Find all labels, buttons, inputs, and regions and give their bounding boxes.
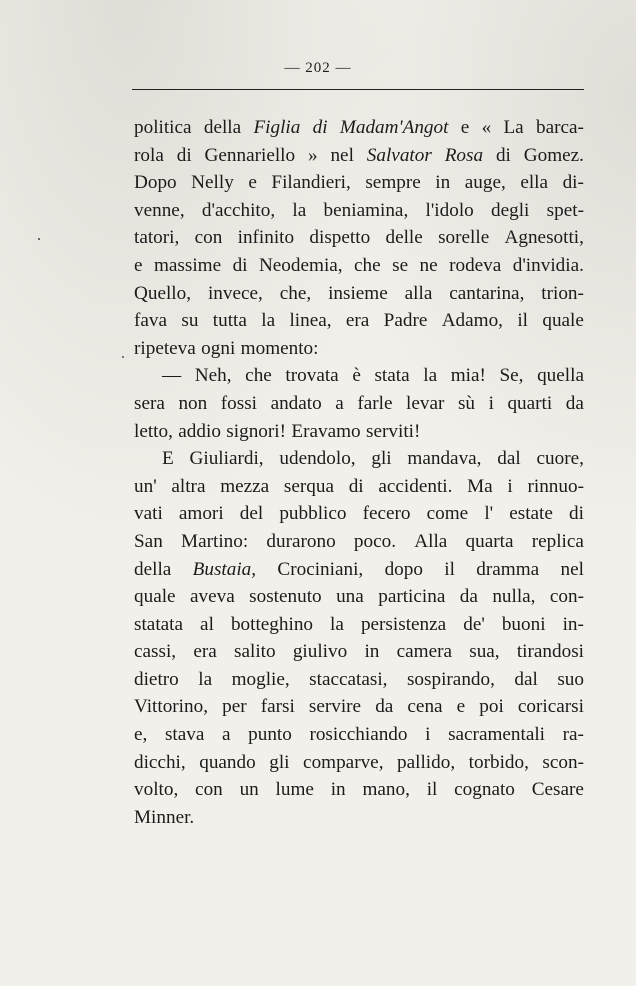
word: durarono xyxy=(266,530,336,552)
word: Rosa xyxy=(444,144,484,166)
word: a xyxy=(335,392,344,414)
word: « xyxy=(481,117,492,138)
word: e xyxy=(134,254,143,276)
text-line xyxy=(134,445,584,473)
text-line xyxy=(134,114,584,142)
word: sera xyxy=(134,392,165,414)
word: signori! xyxy=(226,420,286,442)
word: Gomez. xyxy=(523,144,584,166)
word: tirandosi xyxy=(516,641,584,663)
word: quando xyxy=(199,751,256,773)
word: Neh, xyxy=(194,365,232,387)
word: insieme xyxy=(328,282,388,304)
word: Alla xyxy=(414,530,448,552)
word: barca- xyxy=(536,117,584,138)
word: ogni xyxy=(201,337,236,359)
word: sempre xyxy=(365,172,421,194)
word: nulla, xyxy=(492,586,536,608)
word: che xyxy=(245,365,272,387)
word: era xyxy=(193,641,217,663)
word: pallido, xyxy=(397,751,456,773)
word: la xyxy=(198,668,213,690)
word: Salvator xyxy=(366,144,432,166)
word: poi xyxy=(479,696,504,718)
word: rola xyxy=(134,144,164,166)
text-line xyxy=(134,666,584,694)
text-line xyxy=(134,611,584,639)
word: ella xyxy=(520,172,549,194)
word: dispetto xyxy=(309,227,371,249)
word: statata xyxy=(134,613,184,635)
text-line xyxy=(134,335,584,363)
word: dietro xyxy=(134,668,179,690)
word: cena xyxy=(407,696,443,718)
word: cuore, xyxy=(536,448,584,470)
text-line xyxy=(134,390,584,418)
word: rosicchiando xyxy=(309,724,408,746)
word: particina xyxy=(378,586,446,608)
word: quarta xyxy=(465,530,514,552)
word: venne, xyxy=(134,199,185,221)
word: La xyxy=(503,117,524,138)
word: beniamina, xyxy=(323,199,409,221)
word: con xyxy=(194,227,223,249)
word: il xyxy=(517,310,528,332)
word: auge, xyxy=(464,172,506,194)
word: Giuliardi, xyxy=(189,448,264,470)
word: botteghino xyxy=(230,613,314,635)
text-line xyxy=(134,280,584,308)
word: poco. xyxy=(353,530,397,552)
word: la xyxy=(330,613,344,635)
word: Crociniani, xyxy=(277,558,364,580)
word: » xyxy=(307,144,318,166)
word: udendolo, xyxy=(279,448,356,470)
word: di xyxy=(495,144,511,166)
word: Agnesotti, xyxy=(504,227,584,249)
word: della xyxy=(134,558,172,580)
word: Minner. xyxy=(134,806,195,828)
word: fava xyxy=(134,310,168,332)
word: tutta xyxy=(212,310,247,332)
word: politica xyxy=(134,117,192,138)
word: serqua xyxy=(283,475,334,497)
word: de' xyxy=(463,613,485,635)
word: con xyxy=(195,779,223,801)
word: con- xyxy=(549,586,584,608)
word: Bustaia, xyxy=(192,558,257,580)
word: cassi, xyxy=(134,641,177,663)
word: moglie, xyxy=(231,668,290,690)
word: torbido, xyxy=(468,751,529,773)
word: la xyxy=(292,199,307,221)
word: aveva xyxy=(189,586,235,608)
word: farle xyxy=(357,392,393,414)
word: in- xyxy=(562,613,584,635)
word: dal xyxy=(497,448,521,470)
word: San xyxy=(134,530,163,552)
word: — xyxy=(162,365,182,387)
word: lume xyxy=(275,779,314,801)
word: di xyxy=(176,144,192,166)
word: un' xyxy=(134,475,157,497)
word: ne xyxy=(419,254,438,276)
body-text xyxy=(134,114,584,831)
word: invece, xyxy=(207,282,263,304)
text-line xyxy=(134,473,584,501)
word: sostenuto xyxy=(249,586,322,608)
word: di xyxy=(232,254,248,276)
word: Nelly xyxy=(191,172,234,194)
word: che xyxy=(354,254,381,276)
word: era xyxy=(345,310,370,332)
word: d'acchito, xyxy=(201,199,276,221)
word: suo xyxy=(557,668,584,690)
word: cognato xyxy=(454,779,515,801)
word: comparve, xyxy=(303,751,384,773)
word: l' xyxy=(484,503,494,525)
word: gli xyxy=(269,751,290,773)
word: Martino: xyxy=(181,530,249,552)
text-line xyxy=(134,776,584,804)
word: dal xyxy=(514,668,538,690)
word: Quello, xyxy=(134,282,192,304)
word: mandava, xyxy=(407,448,482,470)
word: servire xyxy=(308,696,362,718)
text-line xyxy=(134,583,584,611)
word: mezza xyxy=(220,475,270,497)
word: a xyxy=(221,724,231,746)
word: linea, xyxy=(289,310,332,332)
word: staccatasi, xyxy=(309,668,388,690)
text-line xyxy=(134,307,584,335)
word: mia! xyxy=(450,365,486,387)
word: Se, xyxy=(499,365,524,387)
text-line xyxy=(134,224,584,252)
word: addio xyxy=(178,420,221,442)
word: d'invidia. xyxy=(512,254,584,276)
text-line xyxy=(134,638,584,666)
word: E xyxy=(162,448,174,470)
word: di xyxy=(569,503,584,525)
word: in xyxy=(330,779,346,801)
word: Padre xyxy=(383,310,428,332)
word: fecero xyxy=(362,503,411,525)
word: cantarina, xyxy=(449,282,525,304)
word: stava xyxy=(164,724,205,746)
word: è xyxy=(352,365,361,387)
word: momento: xyxy=(240,337,319,359)
word: delle xyxy=(385,227,423,249)
word: alla xyxy=(404,282,433,304)
word: la xyxy=(261,310,276,332)
word: gli xyxy=(371,448,392,470)
word: l'idolo xyxy=(425,199,474,221)
text-line xyxy=(134,500,584,528)
word: ra- xyxy=(562,724,584,746)
word: mano, xyxy=(362,779,410,801)
word: sua, xyxy=(469,641,500,663)
word: Cesare xyxy=(531,779,584,801)
word: nel xyxy=(560,558,584,580)
word: andato xyxy=(270,392,322,414)
text-line xyxy=(134,528,584,556)
word: da xyxy=(565,392,584,414)
word: buoni xyxy=(501,613,546,635)
word: stata xyxy=(374,365,410,387)
word: vati xyxy=(134,503,163,525)
word: replica xyxy=(531,530,584,552)
word: degli xyxy=(491,199,530,221)
word: massime xyxy=(153,254,222,276)
text-line xyxy=(134,804,584,832)
word: non xyxy=(178,392,208,414)
header-rule xyxy=(132,89,584,90)
word: serviti! xyxy=(366,420,421,442)
word: e xyxy=(456,696,466,718)
word: della xyxy=(203,117,242,138)
word: Madam'Angot xyxy=(339,117,449,138)
word: quale xyxy=(542,310,584,332)
word: accidenti. xyxy=(378,475,453,497)
word: sorelle xyxy=(438,227,490,249)
word: spet- xyxy=(546,199,584,221)
word: letto, xyxy=(134,420,173,442)
word: Eravamo xyxy=(291,420,361,442)
word: infinito xyxy=(237,227,295,249)
ink-speck xyxy=(122,356,124,358)
word: per xyxy=(222,696,247,718)
word: di xyxy=(312,117,328,138)
word: altra xyxy=(171,475,206,497)
word: giulivo xyxy=(292,641,348,663)
word: rinnuo- xyxy=(527,475,584,497)
text-line xyxy=(134,749,584,777)
word: rodeva xyxy=(449,254,502,276)
word: come xyxy=(426,503,469,525)
word: di xyxy=(348,475,364,497)
word: ripeteva xyxy=(134,337,196,359)
text-line xyxy=(134,169,584,197)
word: sospirando, xyxy=(406,668,495,690)
text-line xyxy=(134,721,584,749)
word: Dopo xyxy=(134,172,177,194)
word: volto, xyxy=(134,779,179,801)
word: in xyxy=(435,172,451,194)
word: amori xyxy=(178,503,224,525)
word: da xyxy=(459,586,478,608)
word: i xyxy=(507,475,513,497)
word: punto xyxy=(248,724,292,746)
word: e xyxy=(460,117,470,138)
word: e, xyxy=(134,724,148,746)
word: pubblico xyxy=(279,503,347,525)
word: scon- xyxy=(542,751,584,773)
word: camera xyxy=(396,641,452,663)
word: al xyxy=(200,613,214,635)
word: tatori, xyxy=(134,227,180,249)
word: la xyxy=(423,365,438,387)
word: una xyxy=(336,586,364,608)
word: estate xyxy=(509,503,553,525)
text-line xyxy=(134,197,584,225)
word: i xyxy=(488,392,494,414)
word: il xyxy=(444,558,455,580)
word: Vittorino, xyxy=(134,696,208,718)
word: nel xyxy=(330,144,354,166)
word: su xyxy=(181,310,199,332)
word: Ma xyxy=(467,475,493,497)
word: i xyxy=(425,724,431,746)
text-line xyxy=(134,556,584,584)
word: in xyxy=(364,641,380,663)
word: Figlia xyxy=(253,117,301,138)
word: un xyxy=(239,779,259,801)
word: e xyxy=(248,172,257,194)
word: coricarsi xyxy=(517,696,584,718)
page-number: — 202 — xyxy=(284,60,352,76)
text-line xyxy=(134,693,584,721)
word: sacramentali xyxy=(448,724,546,746)
word: Adamo, xyxy=(441,310,503,332)
word: di- xyxy=(562,172,584,194)
word: dopo xyxy=(384,558,423,580)
word: trovata xyxy=(285,365,339,387)
word: del xyxy=(239,503,264,525)
word: salito xyxy=(234,641,276,663)
word: Gennariello xyxy=(204,144,296,166)
word: sù xyxy=(457,392,476,414)
word: persistenza xyxy=(360,613,447,635)
text-line xyxy=(134,252,584,280)
word: se xyxy=(392,254,409,276)
text-line xyxy=(134,362,584,390)
text-line xyxy=(134,418,584,446)
ink-speck xyxy=(38,238,40,240)
text-line xyxy=(134,142,584,170)
word: quale xyxy=(134,586,176,608)
word: trion- xyxy=(541,282,584,304)
word: dicchi, xyxy=(134,751,186,773)
word: dramma xyxy=(476,558,540,580)
word: che, xyxy=(279,282,312,304)
word: da xyxy=(375,696,394,718)
word: quarti xyxy=(507,392,553,414)
word: Neodemia, xyxy=(258,254,343,276)
word: Filandieri, xyxy=(271,172,351,194)
word: il xyxy=(426,779,438,801)
word: fossi xyxy=(220,392,258,414)
word: quella xyxy=(537,365,584,387)
word: farsi xyxy=(260,696,295,718)
word: levar xyxy=(406,392,445,414)
